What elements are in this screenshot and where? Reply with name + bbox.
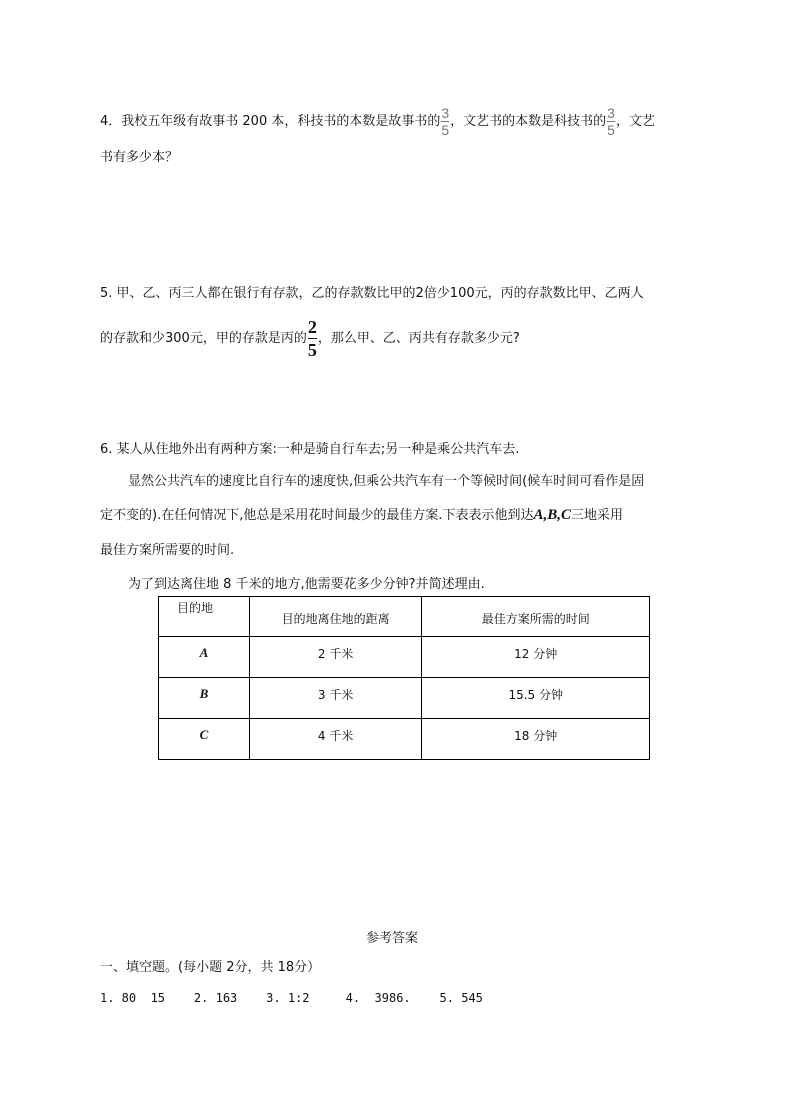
- question-6-line1: 6. 某人从住地外出有两种方案:一种是骑自行车去;另一种是乘公共汽车去.: [100, 442, 520, 457]
- row-time: 18 分钟: [514, 729, 558, 743]
- question-5-line2: [100, 318, 520, 359]
- fraction-two-fifths: [308, 318, 317, 359]
- table-row: [159, 637, 650, 678]
- fraction-numerator: 2: [307, 317, 317, 337]
- answers-title: 参考答案: [366, 931, 419, 946]
- header-destination: 目的地: [177, 601, 214, 615]
- answers-line-1: 1. 80 15 2. 163 3. 1:2 4. 3986. 5. 545: [100, 991, 483, 1005]
- row-distance: 2 千米: [317, 647, 354, 661]
- row-time: 12 分钟: [514, 647, 558, 661]
- question-6-line5: 为了到达离住地 8 千米的地方,他需要花多少分钟?并简述理由.: [128, 577, 485, 592]
- header-best-time: 最佳方案所需的时间: [481, 612, 590, 626]
- q4-middle: ，文艺书的本数是科技书的: [450, 114, 607, 129]
- row-distance: 4 千米: [317, 729, 354, 743]
- table-header-row: [159, 597, 650, 637]
- question-4-line1: [100, 106, 655, 137]
- q4-suffix: ，文艺: [615, 114, 655, 129]
- fraction-denominator: 5: [307, 340, 317, 360]
- header-distance: 目的地离住地的距离: [281, 612, 390, 626]
- q4-prefix: 4．我校五年级有故事书 200 本，科技书的本数是故事书的: [100, 114, 441, 129]
- q6-place-letters: A,B,C: [533, 507, 571, 523]
- question-5-line1: 5. 甲、乙、丙三人都在银行有存款，乙的存款数比甲的2倍少100元，丙的存款数比甲、乙两人: [100, 286, 644, 301]
- question-6-line3: [100, 504, 623, 524]
- fraction-denominator: 5: [441, 122, 450, 138]
- row-destination: B: [199, 686, 209, 701]
- question-6-line2: 显然公共汽车的速度比自行车的速度快,但乘公共汽车有一个等候时间(候车时间可看作是固: [128, 474, 645, 489]
- question-4-line2: 书有多少本？: [100, 150, 179, 165]
- q6-line3-prefix: 定不变的).在任何情况下,他总是采用花时间最少的最佳方案.下表表示他到达: [100, 508, 534, 523]
- q5-line2-suffix: ，那么甲、乙、丙共有存款多少元?: [317, 331, 520, 346]
- table-row: [159, 719, 650, 760]
- question-6-line4: 最佳方案所需要的时间.: [100, 543, 235, 558]
- fraction-three-fifths: [441, 106, 449, 137]
- table-row: [159, 678, 650, 719]
- fraction-numerator: 3: [607, 105, 615, 121]
- row-time: 15.5 分钟: [508, 688, 563, 702]
- q5-line2-prefix: 的存款和少300元，甲的存款是丙的: [100, 331, 307, 346]
- row-distance: 3 千米: [317, 688, 354, 702]
- fraction-numerator: 3: [441, 105, 450, 121]
- travel-time-table: [158, 596, 650, 760]
- row-destination: C: [199, 727, 209, 742]
- fraction-denominator: 5: [607, 122, 615, 138]
- answers-section-1-heading: 一、填空题。(每小题 2分，共 18分）: [100, 960, 321, 975]
- q6-line3-suffix: 三地采用: [571, 508, 624, 523]
- row-destination: A: [199, 645, 209, 660]
- fraction-three-fifths-2: [607, 106, 615, 137]
